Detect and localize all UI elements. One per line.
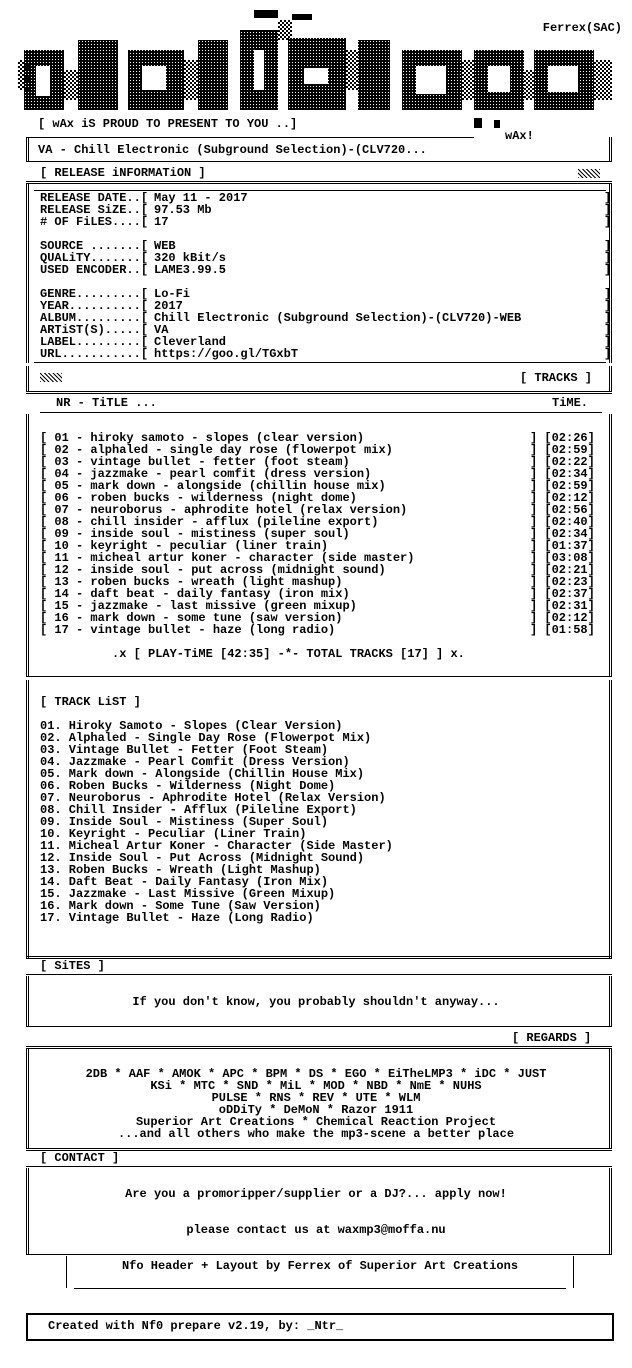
info-end: ]: [604, 263, 612, 277]
info-value: 320 kBit/s: [154, 251, 227, 265]
track-time: ] [02:34]: [530, 527, 595, 541]
track-time: ] [02:23]: [530, 575, 595, 589]
track-list-item: 15. Jazzmake - Last Missive (Green Mixup): [40, 887, 336, 901]
info-end: ]: [604, 299, 612, 313]
track-list-item: 05. Mark down - Alongside (Chillin House Mix): [40, 767, 365, 781]
info-key: SOURCE .......[: [40, 239, 149, 253]
track-list-item: 17. Vintage Bullet - Haze (Long Radio): [40, 911, 314, 925]
track-title: [ 13 - roben bucks - wreath (light mashup): [40, 575, 343, 589]
info-key: USED ENCODER..[: [40, 263, 149, 277]
track-list-item: 12. Inside Soul - Put Across (Midnight Sound): [40, 851, 365, 865]
track-list-label: [ TRACK LiST ]: [40, 695, 141, 709]
info-end: ]: [604, 323, 612, 337]
track-time: ] [03:08]: [530, 551, 595, 565]
track-row: [40, 624, 595, 636]
track-list-item: 04. Jazzmake - Pearl Comfit (Dress Version): [40, 755, 350, 769]
track-title: [ 08 - chill insider - afflux (pileline export): [40, 515, 379, 529]
regards-line: Superior Art Creations * Chemical Reaction Project: [135, 1115, 497, 1129]
track-title: [ 14 - daft beat - daily fantasy (iron mix): [40, 587, 350, 601]
track-title: [ 01 - hiroky samoto - slopes (clear version): [40, 431, 365, 445]
wax-tag: wAx!: [505, 129, 534, 143]
info-end: ]: [604, 191, 612, 205]
info-end: ]: [604, 335, 612, 349]
created-with: Created with Nf0 prepare v2.19, by: _Ntr_: [48, 1319, 344, 1333]
track-title: [ 03 - vintage bullet - fetter (foot steam): [40, 455, 350, 469]
track-time: ] [02:59]: [530, 479, 595, 493]
track-time: ] [02:12]: [530, 491, 595, 505]
info-value: 97.53 Mb: [154, 203, 212, 217]
track-time: ] [02:59]: [530, 443, 595, 457]
proud-banner: [ wAx iS PROUD TO PRESENT TO YOU ..]: [38, 117, 298, 131]
track-time: ] [02:12]: [530, 611, 595, 625]
hatch-decoration: [578, 169, 600, 178]
track-title: [ 04 - jazzmake - pearl comfit (dress version): [40, 467, 372, 481]
regards-line: KSi * MTC * SND * MiL * MOD * NBD * NmE * NUHS: [150, 1079, 482, 1093]
track-title: [ 16 - mark down - some tune (saw version): [40, 611, 343, 625]
contact-apply: Are you a promoripper/supplier or a DJ?... apply now!: [125, 1187, 507, 1201]
hatch-decoration: [40, 373, 62, 382]
info-key: # OF FiLES....[: [40, 215, 149, 229]
contact-label: [ CONTACT ]: [40, 1151, 120, 1165]
sites-label: [ SiTES ]: [40, 959, 105, 973]
info-end: ]: [604, 215, 612, 229]
track-time: ] [02:37]: [530, 587, 595, 601]
track-list-item: 13. Roben Bucks - Wreath (Light Mashup): [40, 863, 321, 877]
info-value: VA: [154, 323, 169, 337]
info-key: GENRE.........[: [40, 287, 149, 301]
info-key: URL...........[: [40, 347, 149, 361]
track-time: ] [02:31]: [530, 599, 595, 613]
info-end: ]: [604, 203, 612, 217]
info-key: QUALiTY.......[: [40, 251, 149, 265]
info-end: ]: [604, 239, 612, 253]
info-value: Cleverland: [154, 335, 227, 349]
info-value: Chill Electronic (Subground Selection)-(CLV720)-WEB: [154, 311, 522, 325]
track-time: ] [02:21]: [530, 563, 595, 577]
col-time: TiME.: [552, 396, 589, 410]
track-title: [ 05 - mark down - alongside (chillin house mix): [40, 479, 386, 493]
info-end: ]: [604, 287, 612, 301]
track-time: ] [02:22]: [530, 455, 595, 469]
info-value: 17: [154, 215, 169, 229]
track-list-item: 03. Vintage Bullet - Fetter (Foot Steam): [40, 743, 329, 757]
track-title: [ 15 - jazzmake - last missive (green mixup): [40, 599, 357, 613]
info-value: Lo-Fi: [154, 287, 191, 301]
info-key: RELEASE DATE..[: [40, 191, 149, 205]
info-key: ARTiST(S).....[: [40, 323, 149, 337]
info-end: ]: [604, 251, 612, 265]
credit-text: Ferrex(SAC): [542, 21, 622, 35]
track-time: ] [02:56]: [530, 503, 595, 517]
track-title: [ 07 - neuroborus - aphrodite hotel (relax version): [40, 503, 408, 517]
info-value: 2017: [154, 299, 183, 313]
track-list-item: 06. Roben Bucks - Wilderness (Night Dome): [40, 779, 336, 793]
info-key: ALBUM.........[: [40, 311, 149, 325]
track-title: [ 06 - roben bucks - wilderness (night dome): [40, 491, 357, 505]
track-title: [ 02 - alphaled - single day rose (flowerpot mix): [40, 443, 393, 457]
track-list-item: 07. Neuroborus - Aphrodite Hotel (Relax Version): [40, 791, 386, 805]
layout-credit: Nfo Header + Layout by Ferrex of Superior Art Creations: [121, 1259, 519, 1273]
regards-line: 2DB * AAF * AMOK * APC * BPM * DS * EGO * EiTheLMP3 * iDC * JUST: [85, 1067, 547, 1081]
track-time: ] [02:40]: [530, 515, 595, 529]
regards-label: [ REGARDS ]: [512, 1031, 592, 1045]
totals-line: .x [ PLAY-TiME [42:35] -*- TOTAL TRACKS [17] ] x.: [112, 647, 465, 661]
track-list-item: 16. Mark down - Some Tune (Saw Version): [40, 899, 321, 913]
track-title: [ 12 - inside soul - put across (midnight sound): [40, 563, 386, 577]
info-value: May 11 - 2017: [154, 191, 248, 205]
track-title: [ 11 - micheal artur koner - character (side master): [40, 551, 415, 565]
contact-box: [26, 1168, 612, 1254]
info-key: YEAR..........[: [40, 299, 149, 313]
info-end: ]: [604, 347, 612, 361]
track-title: [ 10 - keyright - peculiar (liner train): [40, 539, 329, 553]
regards-line: ...and all others who make the mp3-scene a better place: [117, 1127, 515, 1141]
track-list-item: 10. Keyright - Peculiar (Liner Train): [40, 827, 307, 841]
track-time: ] [02:34]: [530, 467, 595, 481]
info-value: WEB: [154, 239, 176, 253]
col-nr-title: NR - TiTLE ...: [56, 396, 157, 410]
regards-line: oDDiTy * DeMoN * Razor 1911: [218, 1103, 414, 1117]
track-title: [ 09 - inside soul - mistiness (super soul): [40, 527, 350, 541]
track-list-item: 14. Daft Beat - Daily Fantasy (Iron Mix): [40, 875, 329, 889]
track-time: ] [01:37]: [530, 539, 595, 553]
info-value: https://goo.gl/TGxbT: [154, 347, 299, 361]
release-info-label: [ RELEASE iNFORMATiON ]: [40, 166, 206, 180]
sites-text: If you don't know, you probably shouldn't anyway...: [132, 995, 500, 1009]
release-title: VA - Chill Electronic (Subground Selection)-(CLV720...: [38, 143, 427, 157]
wax-ascii-logo: [18, 10, 618, 130]
track-list-item: 01. Hiroky Samoto - Slopes (Clear Version): [40, 719, 343, 733]
track-list-item: 11. Micheal Artur Koner - Character (Side Master): [40, 839, 393, 853]
info-end: ]: [604, 311, 612, 325]
track-time: ] [01:58]: [530, 623, 595, 637]
track-title: [ 17 - vintage bullet - haze (long radio): [40, 623, 336, 637]
release-info-row: [40, 215, 612, 229]
track-list-item: 02. Alphaled - Single Day Rose (Flowerpot Mix): [40, 731, 372, 745]
release-info-row: [40, 347, 612, 361]
track-time: ] [02:26]: [530, 431, 595, 445]
info-value: LAME3.99.5: [154, 263, 227, 277]
track-list-item: 08. Chill Insider - Afflux (Pileline Export): [40, 803, 357, 817]
release-info-row: [40, 263, 612, 277]
info-key: LABEL.........[: [40, 335, 149, 349]
contact-email: please contact us at waxmp3@moffa.nu: [186, 1223, 446, 1237]
info-key: RELEASE SiZE..[: [40, 203, 149, 217]
track-list-item: 09. Inside Soul - Mistiness (Super Soul): [40, 815, 329, 829]
tracks-label: [ TRACKS ]: [520, 371, 593, 385]
regards-line: PULSE * RNS * REV * UTE * WLM: [211, 1091, 421, 1105]
